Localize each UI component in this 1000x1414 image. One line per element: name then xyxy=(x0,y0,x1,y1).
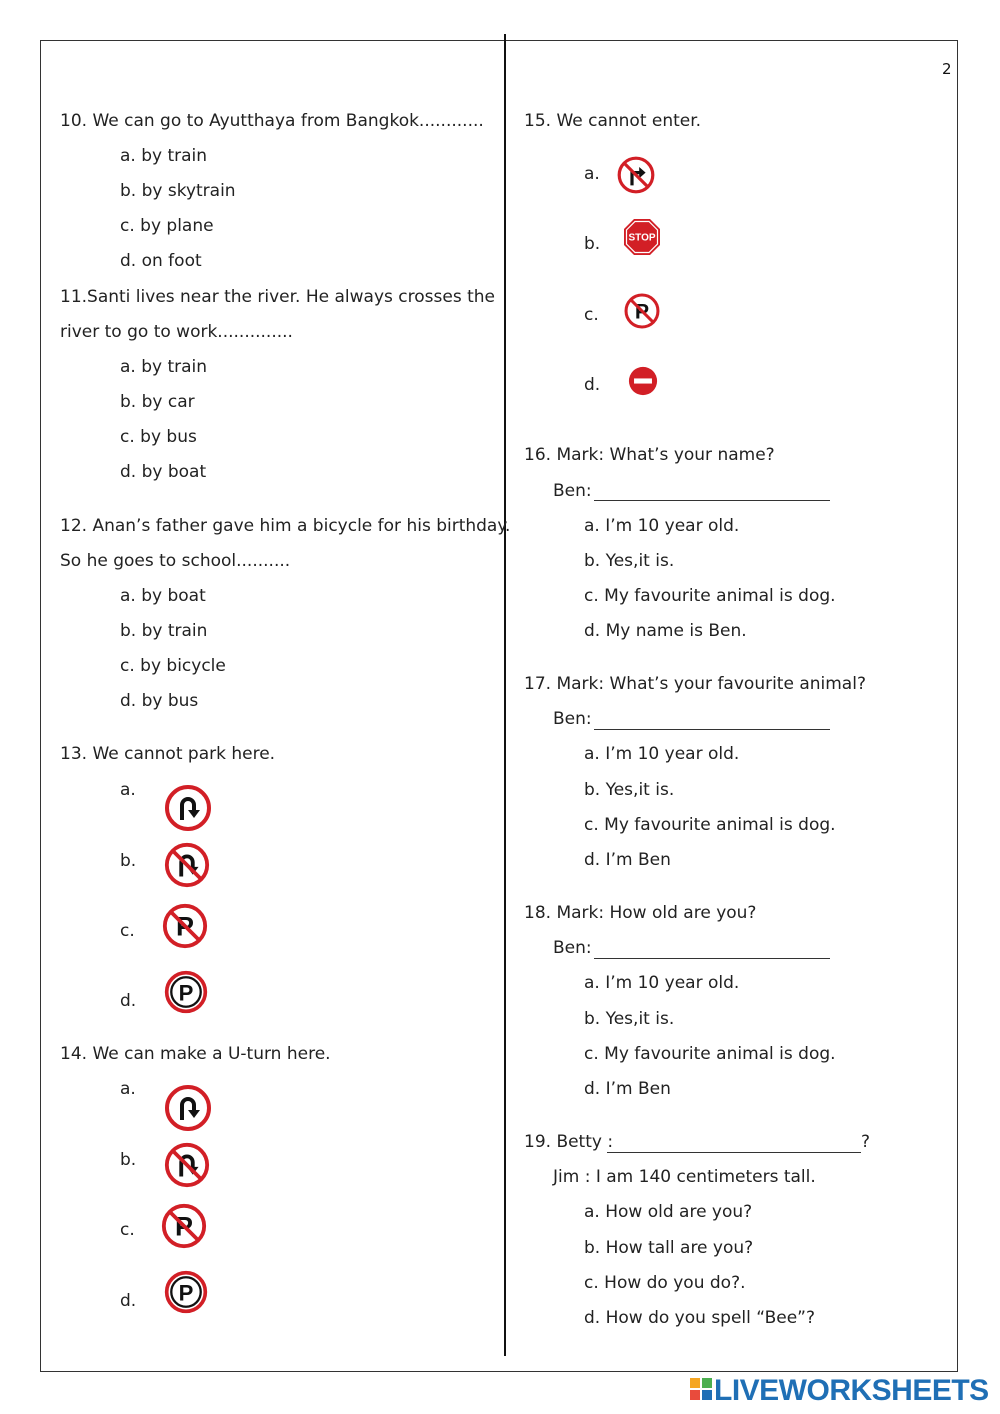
q18-option-a: a. I’m 10 year old. xyxy=(584,973,740,993)
q17-option-b: b. Yes,it is. xyxy=(584,780,675,800)
q18-option-d: d. I’m Ben xyxy=(584,1079,671,1099)
q13-option-d[interactable]: d. xyxy=(120,991,137,1011)
logo-blocks-icon xyxy=(690,1378,714,1402)
q16-option-a: a. I’m 10 year old. xyxy=(584,516,740,536)
q19-question: 19. Betty : xyxy=(524,1132,614,1152)
q10-option-d: d. on foot xyxy=(120,251,202,271)
q14-question: 14. We can make a U-turn here. xyxy=(60,1044,331,1064)
q19-option-a: a. How old are you? xyxy=(584,1202,753,1222)
q14-option-c[interactable]: c. xyxy=(120,1220,135,1240)
q18-option-c: c. My favourite animal is dog. xyxy=(584,1044,836,1064)
no-parking-sign-icon[interactable] xyxy=(160,1202,208,1250)
q12-question-line1: 12. Anan’s father gave him a bicycle for his birthday. xyxy=(60,516,511,536)
q13-option-a[interactable]: a. xyxy=(120,780,136,800)
parking-sign-icon[interactable] xyxy=(163,1269,209,1315)
liveworksheets-logo[interactable] xyxy=(688,1374,988,1408)
page-number: 2 xyxy=(942,60,952,78)
q17-option-c: c. My favourite animal is dog. xyxy=(584,815,836,835)
q14-option-d[interactable]: d. xyxy=(120,1291,137,1311)
stop-sign-text: STOP xyxy=(628,232,656,244)
q19-option-c: c. How do you do?. xyxy=(584,1273,746,1293)
q17-option-d: d. I’m Ben xyxy=(584,850,671,870)
q11-option-d: d. by boat xyxy=(120,462,207,482)
q12-option-d: d. by bus xyxy=(120,691,199,711)
parking-sign-icon[interactable] xyxy=(163,969,209,1015)
u-turn-sign-icon[interactable] xyxy=(163,783,213,833)
no-parking-sign-icon[interactable] xyxy=(623,292,661,330)
q14-option-b[interactable]: b. xyxy=(120,1150,137,1170)
q11-question-line1: 11.Santi lives near the river. He always crosses the xyxy=(60,287,495,307)
q18-option-b: b. Yes,it is. xyxy=(584,1009,675,1029)
q15-option-c[interactable]: c. xyxy=(584,305,599,325)
q14-option-a[interactable]: a. xyxy=(120,1079,136,1099)
q16-ben-label: Ben: xyxy=(553,481,592,501)
brand-name: LIVEWORKSHEETS xyxy=(714,1374,989,1407)
q10-option-c: c. by plane xyxy=(120,216,214,236)
q13-option-c[interactable]: c. xyxy=(120,921,135,941)
no-u-turn-sign-icon[interactable] xyxy=(163,841,211,889)
q12-question-line2: So he goes to school.......... xyxy=(60,551,291,571)
q11-option-c: c. by bus xyxy=(120,427,197,447)
q19-option-b: b. How tall are you? xyxy=(584,1238,754,1258)
q13-option-b[interactable]: b. xyxy=(120,851,137,871)
q15-option-b[interactable]: b. xyxy=(584,234,601,254)
q16-option-c: c. My favourite animal is dog. xyxy=(584,586,836,606)
q17-option-a: a. I’m 10 year old. xyxy=(584,744,740,764)
q11-option-b: b. by car xyxy=(120,392,195,412)
q16-option-d: d. My name is Ben. xyxy=(584,621,747,641)
q15-option-d[interactable]: d. xyxy=(584,375,601,395)
q18-ben-label: Ben: xyxy=(553,938,592,958)
q11-option-a: a. by train xyxy=(120,357,208,377)
q13-question: 13. We cannot park here. xyxy=(60,744,276,764)
no-u-turn-sign-icon[interactable] xyxy=(163,1141,211,1189)
q12-option-a: a. by boat xyxy=(120,586,206,606)
no-parking-sign-icon[interactable] xyxy=(161,902,209,950)
q19-jim-line: Jim : I am 140 centimeters tall. xyxy=(553,1167,816,1187)
q16-answer-blank[interactable] xyxy=(594,500,830,501)
column-divider xyxy=(504,34,506,1356)
q10-option-a: a. by train xyxy=(120,146,208,166)
u-turn-sign-icon[interactable] xyxy=(163,1083,213,1133)
q12-option-c: c. by bicycle xyxy=(120,656,226,676)
q10-option-b: b. by skytrain xyxy=(120,181,236,201)
q17-ben-label: Ben: xyxy=(553,709,592,729)
q19-question-mark: ? xyxy=(861,1132,871,1152)
q11-question-line2: river to go to work.............. xyxy=(60,322,293,342)
q16-question: 16. Mark: What’s your name? xyxy=(524,445,775,465)
q15-option-a[interactable]: a. xyxy=(584,164,600,184)
stop-sign-icon[interactable] xyxy=(623,218,661,256)
no-entry-sign-icon[interactable] xyxy=(627,365,659,397)
q18-question: 18. Mark: How old are you? xyxy=(524,903,757,923)
q17-question: 17. Mark: What’s your favourite animal? xyxy=(524,674,866,694)
q16-option-b: b. Yes,it is. xyxy=(584,551,675,571)
q18-answer-blank[interactable] xyxy=(594,958,830,959)
q12-option-b: b. by train xyxy=(120,621,208,641)
q17-answer-blank[interactable] xyxy=(594,729,830,730)
q19-answer-blank[interactable] xyxy=(607,1152,861,1153)
q15-question: 15. We cannot enter. xyxy=(524,111,702,131)
q10-question: 10. We can go to Ayutthaya from Bangkok............ xyxy=(60,111,484,131)
q19-option-d: d. How do you spell “Bee”? xyxy=(584,1308,815,1328)
no-right-turn-sign-icon[interactable] xyxy=(616,155,656,195)
